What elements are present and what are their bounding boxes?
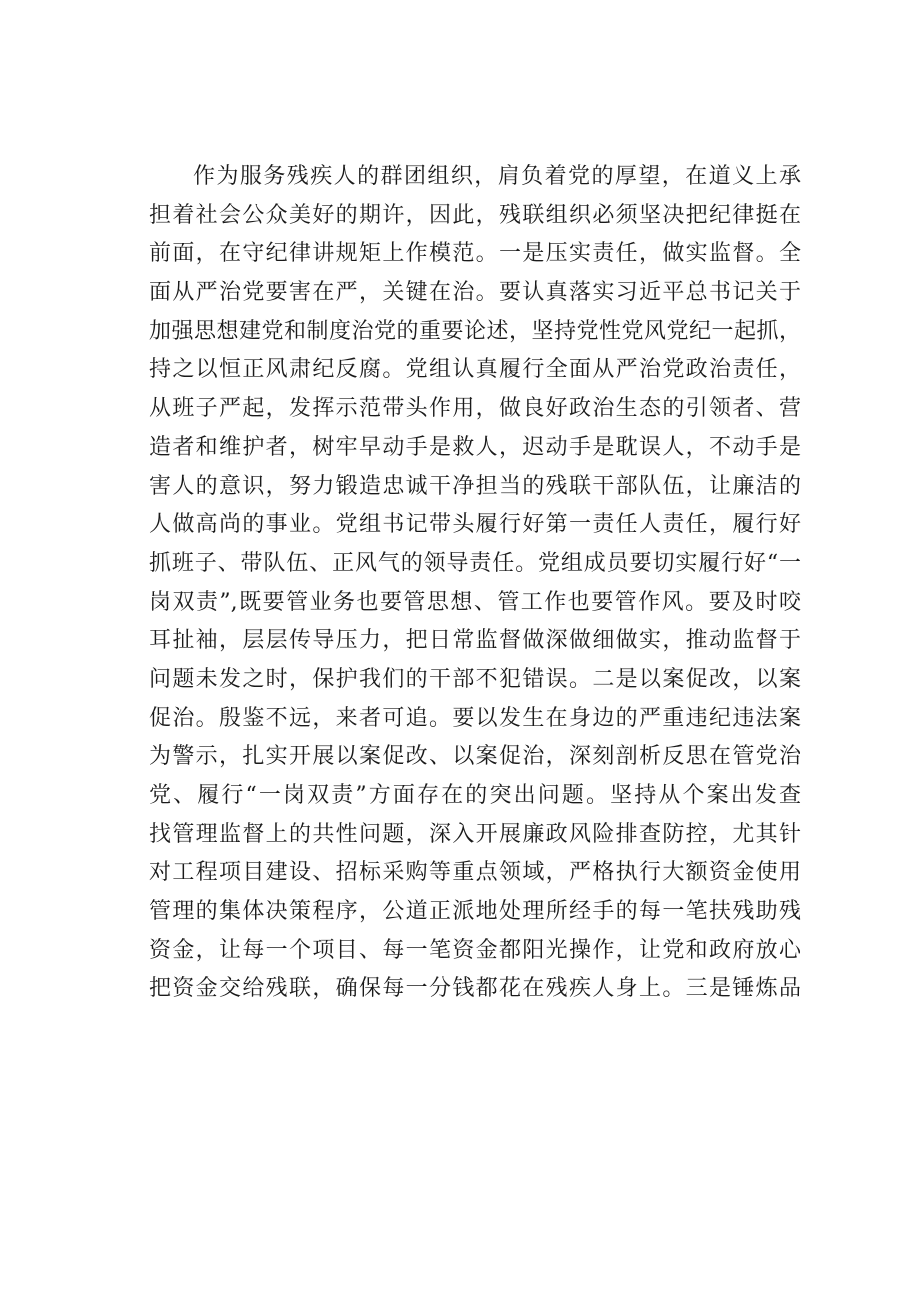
paragraph-line: 担着社会公众美好的期许，因此，残联组织必须坚决把纪律挺在: [149, 202, 801, 228]
paragraph-line: 持之以恒正风肃纪反腐。党组认真履行全面从严治党政治责任，: [149, 357, 801, 383]
paragraph-line: 造者和维护者，树牢早动手是救人，迟动手是耽误人，不动手是: [149, 434, 801, 460]
paragraph-line: 前面，在守纪律讲规矩上作模范。一是压实责任，做实监督。全: [149, 241, 801, 267]
paragraph-line: 加强思想建党和制度治党的重要论述，坚持党性党风党纪一起抓，: [149, 318, 801, 344]
body-paragraph: [149, 158, 801, 1009]
paragraph-line: 问题未发之时，保护我们的干部不犯错误。二是以案促改，以案: [149, 666, 801, 692]
paragraph-line: 面从严治党要害在严，关键在治。要认真落实习近平总书记关于: [149, 280, 801, 306]
paragraph-line: 管理的集体决策程序，公道正派地处理所经手的每一笔扶残助残: [149, 899, 801, 925]
paragraph-line: 促治。殷鉴不远，来者可追。要以发生在身边的严重违纪违法案: [149, 705, 801, 731]
paragraph-line: 从班子严起，发挥示范带头作用，做良好政治生态的引领者、营: [149, 396, 801, 422]
paragraph-line: 对工程项目建设、招标采购等重点领域，严格执行大额资金使用: [149, 860, 801, 886]
paragraph-line: 为警示，扎实开展以案促改、以案促治，深刻剖析反思在管党治: [149, 744, 801, 770]
paragraph-line: 作为服务残疾人的群团组织，肩负着党的厚望，在道义上承: [193, 164, 801, 189]
paragraph-line: 耳扯袖，层层传导压力，把日常监督做深做细做实，推动监督于: [149, 628, 801, 654]
paragraph-line: 党、履行“一岗双责”方面存在的突出问题。坚持从个案出发查: [149, 783, 801, 808]
paragraph-line: 找管理监督上的共性问题，深入开展廉政风险排查防控，尤其针: [149, 821, 801, 847]
paragraph-line: 资金，让每一个项目、每一笔资金都阳光操作，让党和政府放心: [149, 937, 801, 963]
paragraph-line: 人做高尚的事业。党组书记带头履行好第一责任人责任，履行好: [149, 512, 801, 538]
paragraph-line: 抓班子、带队伍、正风气的领导责任。党组成员要切实履行好“一: [149, 550, 801, 576]
paragraph-line: 岗双责”,既要管业务也要管思想、管工作也要管作风。要及时咬: [149, 589, 801, 615]
paragraph-line: 把资金交给残联，确保每一分钱都花在残疾人身上。三是锤炼品: [149, 976, 801, 1002]
paragraph-line: 害人的意识，努力锻造忠诚干净担当的残联干部队伍，让廉洁的: [149, 473, 801, 499]
